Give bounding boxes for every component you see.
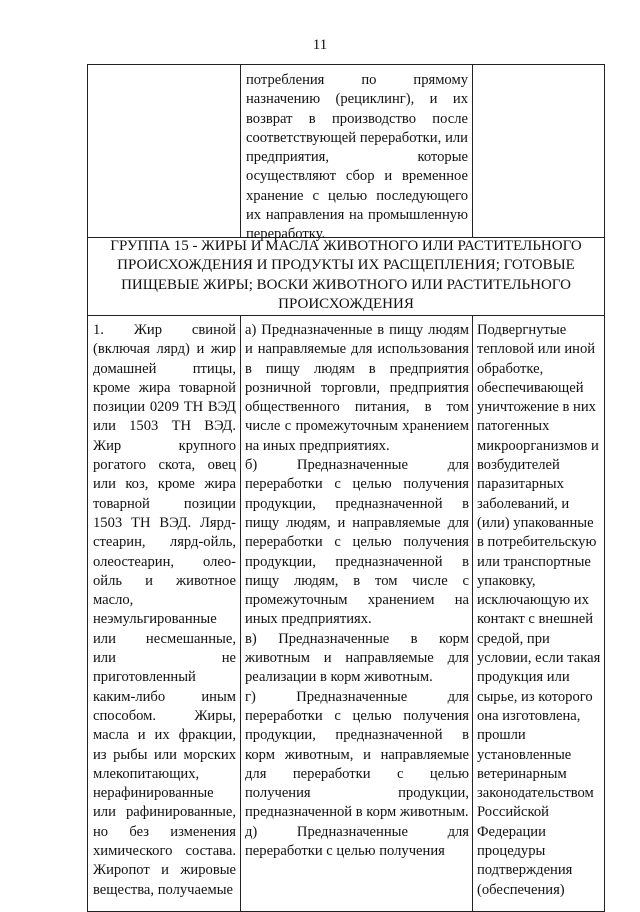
group-title: ГРУППА 15 - ЖИРЫ И МАСЛА ЖИВОТНОГО ИЛИ РАСТИТЕЛЬНОГО ПРОИСХОЖДЕНИЯ И ПРОДУКТЫ ИХ РАСЩЕПЛЕНИЯ; ГОТОВЫЕ ПИЩЕВЫЕ ЖИРЫ; ВОСКИ ЖИВОТНОГО ИЛИ РАСТИТЕЛЬНОГО ПРОИСХОЖДЕНИЯ [110, 238, 582, 313]
col-divider [240, 315, 241, 911]
col-divider [472, 65, 473, 237]
purpose-cell: а) Предназначенные в пищу людям и направляемые для использования в пищу людям в предприятия розничной торговли, предприятия общественного питания, в том числе с промежуточным хранением на иных предприятиях. б) Предназначенные для переработки с целью получения продукции, предназначенной в пищу людям, и направляемые для переработки с целью получения продукции, предназначенной в пищу людям, в том числе с промежуточным хранением на иных предприятиях. в) Предназначенные в корм животным и направляемые для реализации в корм животным. г) Предназначенные для переработки с целью получения продукции, предназначенной в корм животным, и направляемые для переработки с целью получения продукции, предназначенной в корм животным. д) Предназначенные для переработки с целью получения [245, 322, 469, 860]
regulation-table [87, 64, 605, 912]
col-divider [472, 315, 473, 911]
page-number: 11 [312, 37, 328, 53]
product-description-cell: 1. Жир свиной (включая лярд) и жир домашней птицы, кроме жира товарной позиции 0209 ТН ВЭД или 1503 ТН ВЭД. Жир крупного рогатого скота, овец или коз, кроме жира товарной позиции 1503 ТН ВЭД. Лярд-стеарин, лярд-ойль, олеостеарин, олео-ойль и животное масло, неэмульгированные или несмешанные, или не приготовленный каким-либо иным способом. Жиры, масла и их фракции, из рыбы или морских млекопитающих, нерафинированные или рафинированные, но без изменения химического состава. Жиропот и жировые вещества, получаемые [93, 322, 236, 898]
col-divider [240, 65, 241, 237]
row-divider [88, 315, 604, 316]
top-row-middle-cell: потребления по прямому назначению (рециклинг), и их возврат в производство после соответствующей переработки, или предприятия, которые осуществляют сбор и временное хранение с целью последующего их направления на промышленную переработку. [246, 72, 468, 243]
conditions-cell: Подвергнутые тепловой или иной обработке, обеспечивающей уничтожение в них патогенных микроорганизмов и возбудителей паразитарных заболеваний, и (или) упакованные в потребительскую или транспортные упаковку, исключающую их контакт с внешней средой, при условии, если такая продукция или сырье, из которого она изготовлена, прошли установленные ветеринарным законодательством Российской Федерации процедуры подтверждения (обеспечения) [477, 322, 601, 898]
